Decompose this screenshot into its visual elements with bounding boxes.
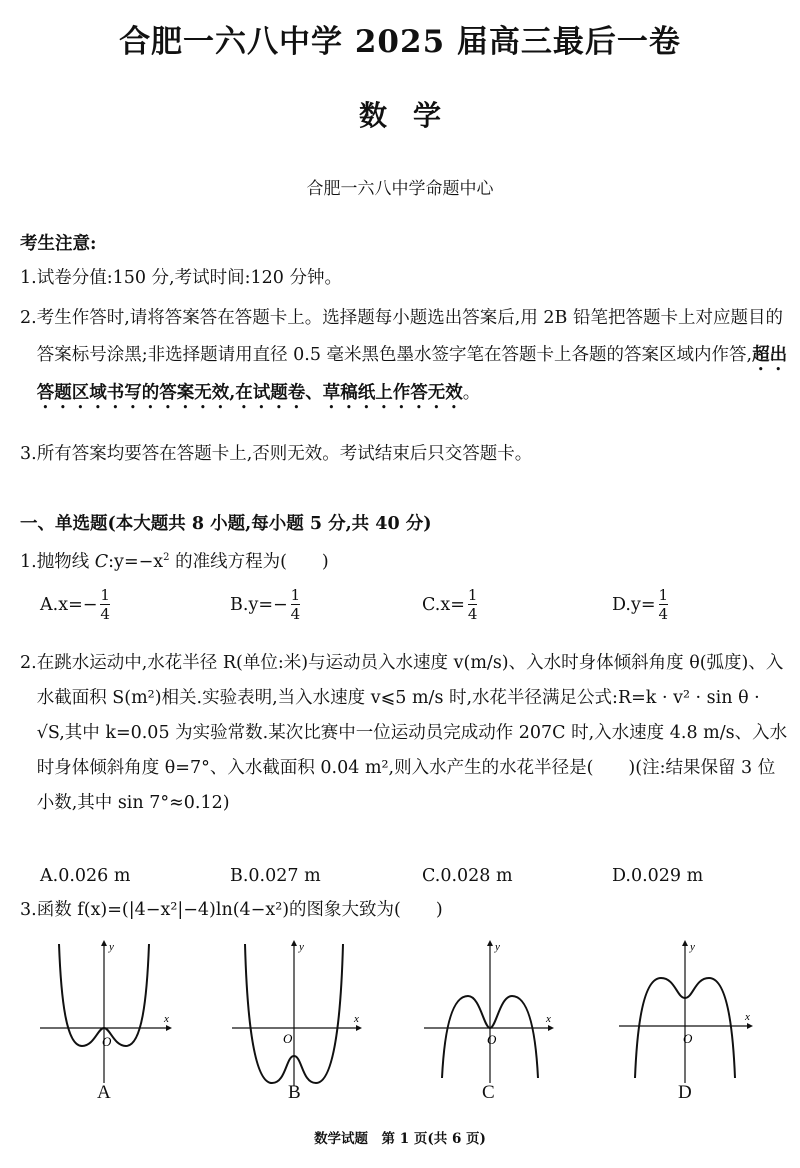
q1-option-b-lhs: y=− — [248, 594, 288, 615]
y-label: y — [109, 941, 114, 953]
q1-option-a-den: 4 — [100, 605, 110, 623]
y-arrow — [682, 940, 688, 946]
q1-option-b-fraction — [291, 586, 301, 623]
x-arrow — [166, 1025, 172, 1031]
y-label: y — [495, 941, 500, 953]
graph-a-label: A — [97, 1082, 111, 1103]
notice-heading: 考生注意: — [20, 234, 97, 254]
origin-label: O — [102, 1034, 112, 1049]
x-label: x — [546, 1013, 551, 1025]
q2-option-b: B.0.027 m — [230, 866, 321, 886]
author-line: 合肥一六八中学命题中心 — [306, 179, 494, 199]
subject-title: 数学 — [358, 99, 467, 132]
x-label: x — [745, 1011, 750, 1023]
notice-item-2-end: 。 — [462, 383, 481, 403]
q2-option-a: A.0.026 m — [40, 866, 131, 886]
q1-option-c-fraction — [468, 586, 478, 623]
graph-c — [420, 938, 560, 1088]
x-arrow — [548, 1025, 554, 1031]
notice-item-3: 3.所有答案均要答在答题卡上,否则无效。考试结束后只交答题卡。 — [20, 444, 533, 464]
q1-option-d-den: 4 — [658, 605, 669, 623]
notice-item-2-body: 考生作答时,请将答案答在答题卡上。选择题每小题选出答案后,用 2B 铅笔把答题卡上对应题目的答案标号涂黑;非选择题请用直径 0.5 毫米黑色墨水签字笔在答题卡上各题的答案区域内作答, — [36, 308, 783, 365]
question-1-stem — [20, 546, 788, 574]
q1-option-d-lhs: y= — [630, 594, 656, 615]
q1-option-a — [40, 586, 110, 623]
q1-option-a-lhs: x=− — [58, 594, 98, 615]
y-arrow — [101, 940, 107, 946]
q1-option-a-fraction — [100, 586, 110, 623]
q1-option-d-fraction — [659, 586, 669, 623]
q1-option-d-label: D. — [612, 594, 631, 615]
q1-option-a-num: 1 — [100, 586, 110, 604]
q1-option-c — [422, 586, 477, 623]
graph-c-label: C — [482, 1082, 495, 1103]
x-label: x — [164, 1013, 169, 1025]
section-heading: 一、单选题(本大题共 8 小题,每小题 5 分,共 40 分) — [20, 514, 432, 534]
question-2-stem — [20, 646, 788, 821]
notice-item-2-emphasis: 超出答题区域书写的答案无效,在试题卷、草稿纸上作答无效 — [36, 345, 788, 403]
notice-item-2 — [20, 300, 788, 413]
q1-stem-a: 1.抛物线 — [20, 551, 95, 572]
q1-option-d — [612, 586, 668, 623]
q1-option-a-label: A. — [40, 594, 59, 615]
q1-option-b-den: 4 — [290, 605, 301, 623]
graph-a — [36, 938, 176, 1088]
q2-number: 2. — [20, 653, 37, 673]
q1-option-b-num: 1 — [290, 586, 301, 604]
q1-option-c-num: 1 — [467, 586, 478, 604]
q1-stem-sup: 2 — [163, 552, 170, 563]
origin-label: O — [683, 1031, 693, 1046]
q1-option-c-label: C. — [422, 594, 441, 615]
notice-item-2-number: 2. — [20, 308, 37, 328]
q1-option-b-label: B. — [230, 594, 249, 615]
q1-option-c-lhs: x= — [440, 594, 465, 615]
graph-d — [615, 938, 760, 1088]
q2-option-c: C.0.028 m — [422, 866, 513, 886]
graph-b — [228, 938, 368, 1088]
q1-stem-b: :y=−x — [108, 551, 164, 572]
q2-text: 在跳水运动中,水花半径 R(单位:米)与运动员入水速度 v(m/s)、入水时身体倾斜角度 θ(弧度)、入水截面积 S(m²)相关.实验表明,当入水速度 v⩽5 m/s 时,水花半径满足公式:R=k · v² · sin θ · √S,其中 k=0.05 为实验常数.某次比赛中一位运动员完成动作 207C 时,入水速度 4.8 m/s、入水时身体倾斜角度 θ=7°、入水截面积 0.04 m²,则入水产生的水花半径是( )(注:结果保留 3 位小数,其中 sin 7°≈0.12) — [36, 653, 788, 813]
exam-title: 合肥一六八中学 2025 届高三最后一卷 — [119, 24, 681, 60]
y-arrow — [291, 940, 297, 946]
q2-option-d: D.0.029 m — [612, 866, 704, 886]
page-footer: 数学试题 第 1 页(共 6 页) — [314, 1131, 486, 1147]
notice-item-2-text — [37, 300, 788, 413]
x-arrow — [747, 1023, 753, 1029]
q1-option-d-num: 1 — [658, 586, 669, 604]
x-label: x — [354, 1013, 359, 1025]
y-label: y — [690, 941, 695, 953]
origin-label: O — [283, 1031, 293, 1046]
x-arrow — [356, 1025, 362, 1031]
notice-item-1: 1.试卷分值:150 分,考试时间:120 分钟。 — [20, 268, 342, 288]
q1-stem-var: C — [94, 551, 109, 572]
y-label: y — [299, 941, 304, 953]
q1-option-c-den: 4 — [467, 605, 478, 623]
y-arrow — [487, 940, 493, 946]
graph-d-label: D — [678, 1082, 692, 1103]
question-3-stem: 3.函数 f(x)=(|4−x²|−4)ln(4−x²)的图象大致为( ) — [20, 900, 443, 920]
graph-b-label: B — [288, 1082, 301, 1103]
origin-label: O — [487, 1032, 497, 1047]
q1-option-b — [230, 586, 300, 623]
q1-stem-c: 的准线方程为( ) — [169, 551, 329, 572]
